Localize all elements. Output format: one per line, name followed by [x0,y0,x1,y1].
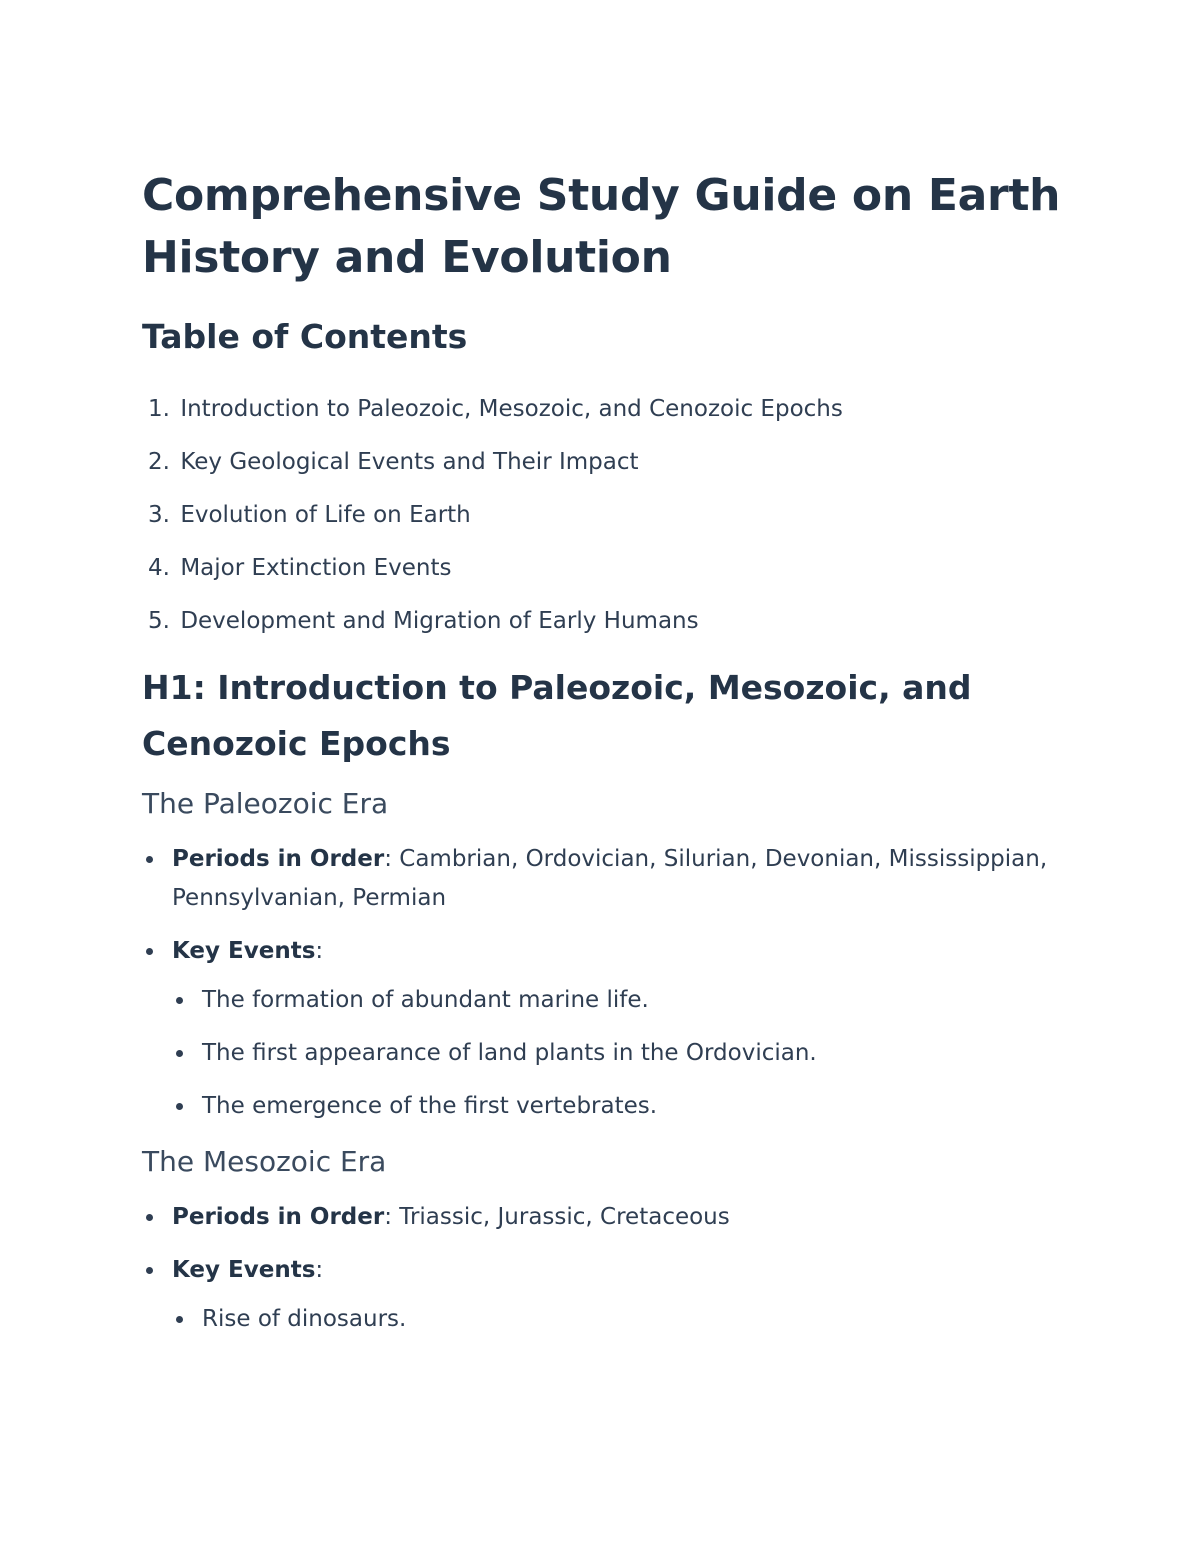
document-title: Comprehensive Study Guide on Earth History and Evolution [142,170,1061,283]
key-events-label: Key Events [172,1257,316,1283]
toc-item-label: Evolution of Life on Earth [180,502,471,528]
paleozoic-heading: The Paleozoic Era [142,787,389,820]
document-page [142,165,1062,1353]
toc-item [142,436,1062,489]
toc-item-number: 4. [148,555,170,581]
toc-item-label: Key Geological Events and Their Impact [180,449,639,475]
toc-item [142,489,1062,542]
mesozoic-heading: The Mesozoic Era [142,1145,387,1178]
periods-item [142,840,1062,918]
key-events-colon: : [315,1257,324,1283]
key-events-item [142,1251,1062,1339]
toc-item [142,542,1062,595]
toc-item-label: Development and Migration of Early Humans [180,608,699,634]
mesozoic-events-list [172,1300,1062,1339]
periods-label: Periods in Order [172,1204,385,1230]
event-item: The first appearance of land plants in the Ordovician. [172,1034,1062,1073]
toc-item [142,595,1062,648]
event-item: The formation of abundant marine life. [172,981,1062,1020]
key-events-label: Key Events [172,938,316,964]
event-item: The emergence of the first vertebrates. [172,1087,1062,1126]
toc-item-number: 2. [148,449,170,475]
key-events-item [142,932,1062,1126]
mesozoic-list [142,1198,1062,1339]
event-item: Rise of dinosaurs. [172,1300,1062,1339]
toc-item-label: Major Extinction Events [180,555,452,581]
toc-item-number: 1. [148,396,170,422]
toc-heading: Table of Contents [142,317,468,356]
table-of-contents [142,383,1062,648]
section-heading: H1: Introduction to Paleozoic, Mesozoic, and Cenozoic Epochs [142,668,972,763]
periods-text: : Triassic, Jurassic, Cretaceous [384,1204,730,1230]
paleozoic-events-list [172,981,1062,1126]
periods-label: Periods in Order [172,846,385,872]
toc-item-label: Introduction to Paleozoic, Mesozoic, and Cenozoic Epochs [180,396,843,422]
periods-text: : Cambrian, Ordovician, Silurian, Devonian, Mississippian, Pennsylvanian, Permian [172,846,1048,911]
paleozoic-list [142,840,1062,1126]
toc-item [142,383,1062,436]
periods-item [142,1198,1062,1237]
toc-item-number: 3. [148,502,170,528]
toc-item-number: 5. [148,608,170,634]
key-events-colon: : [315,938,324,964]
